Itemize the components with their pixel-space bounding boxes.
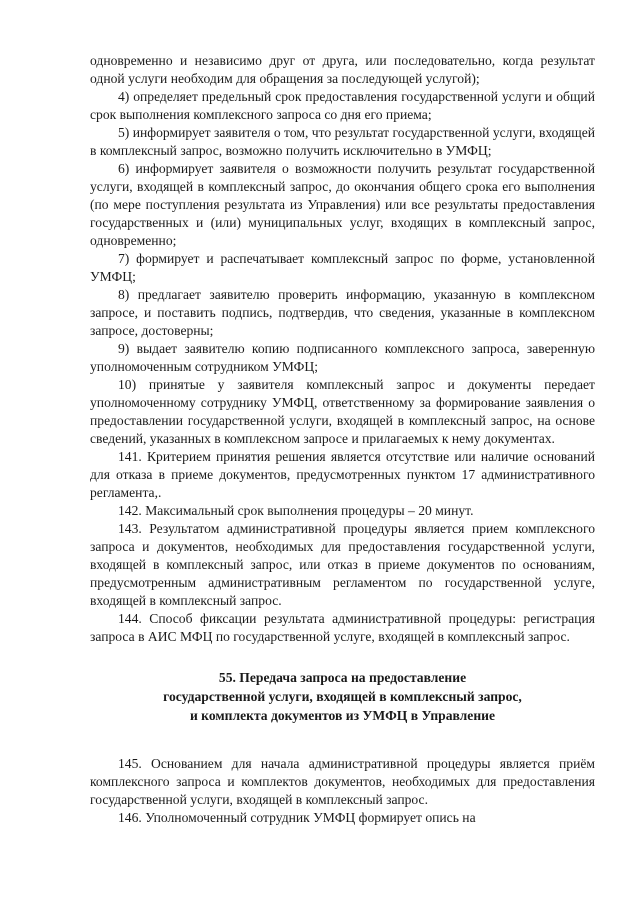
section-heading-line-3: и комплекта документов из УМФЦ в Управление — [189, 708, 496, 723]
paragraph-item-5: 5) информирует заявителя о том, что результат государственной услуги, входящей в комплексный запрос, возможно получить исключительно в УМФЦ; — [90, 125, 595, 158]
paragraph-item-10: 10) принятые у заявителя комплексный запрос и документы передает уполномоченному сотруднику УМФЦ, ответственному за формирование заявления о предоставлении государственной услуги, входящей в комплексный запрос, на основе сведений, указанных в комплексном запросе и прилагаемых к нему документах. — [90, 377, 595, 446]
paragraph-145: 145. Основанием для начала административной процедуры является приём комплексного запроса и комплектов документов, необходимых для предоставления государственной услуги, входящей в комплексный запрос. — [90, 756, 595, 807]
paragraph-143: 143. Результатом административной процедуры является прием комплексного запроса и документов, необходимых для предоставления государственной услуги, входящей в комплексный запрос, или отказ в приеме документов по основаниям, предусмотренным административным регламентом по государственной услуге, входящей в комплексный запрос. — [90, 521, 595, 608]
paragraph-item-6: 6) информирует заявителя о возможности получить результат государственной услуги, входящей в комплексный запрос, до окончания общего срока его выполнения (по мере поступления результата из Управления) или все результаты предоставления государственных и (или) муниципальных услуг, входящих в комплексный запрос, одновременно; — [90, 161, 595, 248]
paragraph-continuation: одновременно и независимо друг от друга, или последовательно, когда результат одной услуги необходим для обращения за последующей услугой); — [90, 53, 595, 86]
paragraph-141: 141. Критерием принятия решения является отсутствие или наличие оснований для отказа в приеме документов, предусмотренных пунктом 17 административного регламента,. — [90, 449, 595, 500]
paragraph-144: 144. Способ фиксации результата административной процедуры: регистрация запроса в АИС МФЦ по государственной услуге, входящей в комплексный запрос. — [90, 611, 595, 644]
paragraph-item-7: 7) формирует и распечатывает комплексный запрос по форме, установленной УМФЦ; — [90, 251, 595, 284]
document-page — [90, 52, 595, 827]
paragraph-146: 146. Уполномоченный сотрудник УМФЦ формирует опись на — [118, 810, 476, 825]
section-heading — [90, 668, 595, 725]
paragraph-item-4: 4) определяет предельный срок предоставления государственной услуги и общий срок выполнения комплексного запроса со дня его приема; — [90, 89, 595, 122]
paragraph-142: 142. Максимальный срок выполнения процедуры – 20 минут. — [118, 503, 474, 518]
paragraph-item-9: 9) выдает заявителю копию подписанного комплексного запроса, заверенную уполномоченным сотрудником УМФЦ; — [90, 341, 595, 374]
section-heading-line-1: 55. Передача запроса на предоставление — [218, 670, 467, 685]
section-heading-line-2: государственной услуги, входящей в комплексный запрос, — [163, 689, 522, 704]
paragraph-item-8: 8) предлагает заявителю проверить информацию, указанную в комплексном запросе, и поставить подпись, подтвердив, что сведения, указанные в комплексном запросе, достоверны; — [90, 287, 595, 338]
